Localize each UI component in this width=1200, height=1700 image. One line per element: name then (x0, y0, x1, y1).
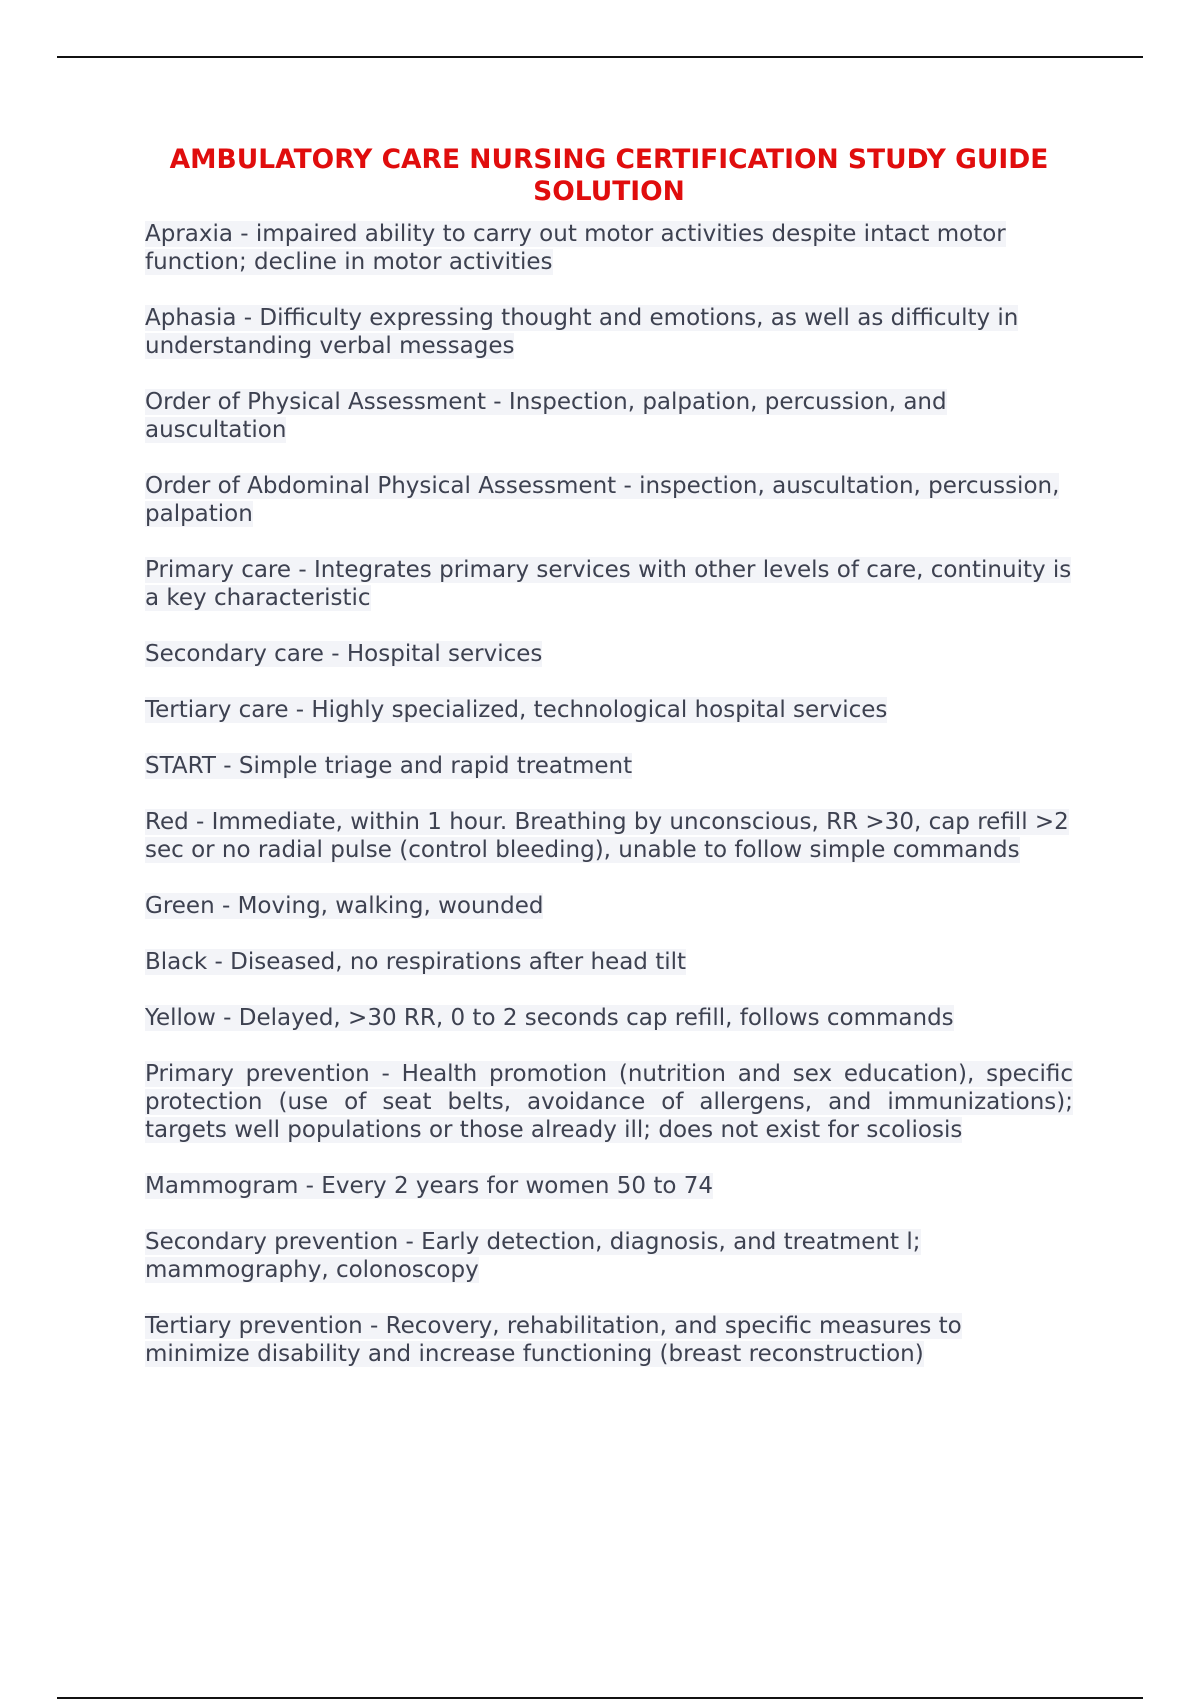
entry-abdominal-assessment (145, 472, 1073, 528)
entry-text: Primary prevention - Health promotion (nutrition and sex education), specific protection (use of seat belts, avoidance of allergens, and immunizations); targets well populations or those already ill; does not exist for scoliosis (145, 1061, 1073, 1143)
entry-mammogram (145, 1172, 1073, 1200)
entry-text: Primary care - Integrates primary services with other levels of care, continuity is a key characteristic (145, 557, 1072, 611)
entry-black (145, 948, 1073, 976)
entry-text: Secondary care - Hospital services (145, 641, 543, 667)
entry-secondary-care (145, 640, 1073, 668)
entry-primary-prevention (145, 1060, 1073, 1144)
entry-text: Order of Abdominal Physical Assessment - inspection, auscultation, percussion, palpation (145, 473, 1060, 527)
entry-red (145, 808, 1073, 864)
bottom-rule (57, 1697, 1143, 1699)
entry-tertiary-care (145, 696, 1073, 724)
entry-text: Red - Immediate, within 1 hour. Breathing by unconscious, RR >30, cap refill >2 sec or no radial pulse (control bleeding), unable to follow simple commands (145, 809, 1069, 863)
top-rule (57, 56, 1143, 58)
document-body (145, 144, 1073, 1396)
entry-text: START - Simple triage and rapid treatment (145, 753, 633, 779)
entry-text: Tertiary prevention - Recovery, rehabilitation, and specific measures to minimize disability and increase functioning (breast reconstruction) (145, 1313, 962, 1367)
entry-text: Aphasia - Difficulty expressing thought and emotions, as well as difficulty in understanding verbal messages (145, 305, 1019, 359)
entry-primary-care (145, 556, 1073, 612)
entry-start (145, 752, 1073, 780)
entry-text: Order of Physical Assessment - Inspection, palpation, percussion, and auscultation (145, 389, 947, 443)
entry-tertiary-prevention (145, 1312, 1073, 1368)
entry-secondary-prevention (145, 1228, 1073, 1284)
entry-text: Tertiary care - Highly specialized, technological hospital services (145, 697, 888, 723)
entry-text: Mammogram - Every 2 years for women 50 to 74 (145, 1173, 714, 1199)
entry-text: Apraxia - impaired ability to carry out motor activities despite intact motor function; decline in motor activities (145, 221, 1006, 275)
entry-apraxia (145, 220, 1073, 276)
entry-physical-assessment (145, 388, 1073, 444)
entry-text: Yellow - Delayed, >30 RR, 0 to 2 seconds cap refill, follows commands (145, 1005, 954, 1031)
entry-green (145, 892, 1073, 920)
entry-text: Black - Diseased, no respirations after head tilt (145, 949, 687, 975)
entry-aphasia (145, 304, 1073, 360)
document-title: AMBULATORY CARE NURSING CERTIFICATION STUDY GUIDE SOLUTION (169, 144, 1049, 207)
entry-text: Green - Moving, walking, wounded (145, 893, 544, 919)
entry-yellow (145, 1004, 1073, 1032)
entry-text: Secondary prevention - Early detection, diagnosis, and treatment l; mammography, colonoscopy (145, 1229, 921, 1283)
